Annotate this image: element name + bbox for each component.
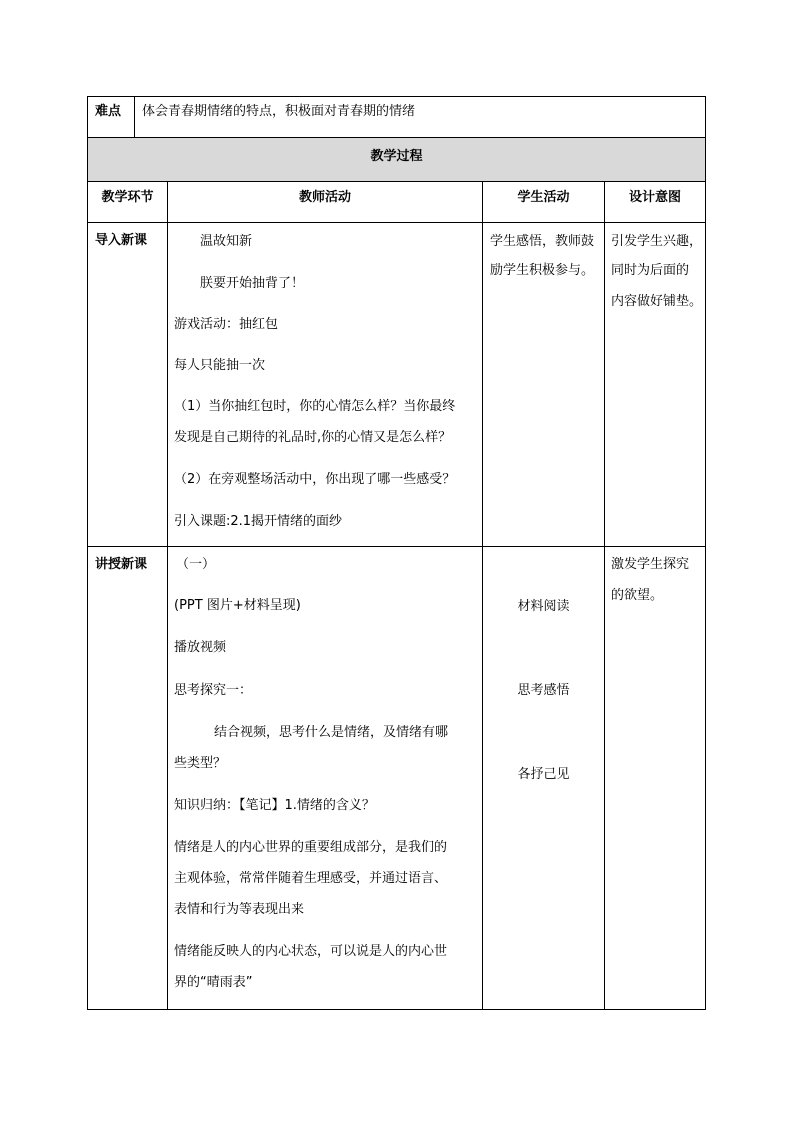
table-border	[482, 181, 483, 1010]
intent-line: 引发学生兴趣，	[611, 234, 703, 249]
table-border	[87, 222, 706, 223]
header-student: 学生活动	[517, 190, 570, 205]
teacher-line: 知识归纳：【笔记】1.情绪的含义？	[174, 798, 375, 813]
section-title: 教学过程	[370, 149, 423, 164]
teacher-line: 引入课题:2.1揭开情绪的面纱	[174, 514, 343, 529]
teacher-line: （1）当你抽红包时，你的心情怎么样？当你最终	[174, 399, 456, 414]
header-stage: 教学环节	[101, 190, 154, 205]
teacher-line: 发现是自己期待的礼品时,你的心情又是怎么样？	[174, 430, 452, 445]
teacher-line: 结合视频，思考什么是情绪，及情绪有哪	[214, 725, 449, 740]
header-intent: 设计意图	[628, 190, 681, 205]
student-line: 励学生积极参与。	[490, 263, 595, 278]
student-line: 学生感悟，教师鼓	[490, 234, 595, 249]
teacher-line: 情绪是人的内心世界的重要组成部分，是我们的	[174, 840, 448, 855]
table-border	[87, 1009, 706, 1010]
teacher-line: 思考探究一：	[174, 683, 253, 698]
teacher-line: 游戏活动：抽红包	[174, 317, 279, 332]
nandian-text: 体会青春期情绪的特点，积极面对青春期的情绪	[142, 104, 416, 119]
table-border	[705, 96, 706, 1010]
teacher-line: 每人只能抽一次	[174, 358, 266, 373]
table-border	[87, 546, 706, 547]
teacher-line: 情绪能反映人的内心状态，可以说是人的内心世	[174, 944, 448, 959]
header-teacher: 教师活动	[298, 190, 351, 205]
teacher-line: 表情和行为等表现出来	[174, 902, 305, 917]
table-border	[604, 181, 605, 1010]
table-border	[87, 137, 706, 138]
teacher-line: 界的“晴雨表”	[174, 975, 253, 990]
table-border	[87, 181, 706, 182]
stage-newlesson: 讲授新课	[95, 557, 148, 572]
intent-line: 同时为后面的	[611, 263, 690, 278]
teacher-line: 些类型？	[174, 756, 227, 771]
intent-line: 的欲望。	[611, 588, 664, 603]
table-border	[134, 96, 135, 138]
stage-intro: 导入新课	[95, 233, 148, 248]
teacher-line: (PPT 图片+材料呈现)	[174, 598, 301, 613]
table-border	[87, 96, 88, 1010]
table-border	[87, 96, 706, 97]
teacher-line: 温故知新	[200, 234, 253, 249]
teacher-line: 播放视频	[174, 640, 227, 655]
student-line: 材料阅读	[517, 599, 570, 614]
nandian-label: 难点	[95, 104, 122, 119]
teacher-line: （2）在旁观整场活动中，你出现了哪一些感受？	[174, 472, 456, 487]
intent-line: 内容做好铺垫。	[611, 294, 703, 309]
intent-line: 激发学生探究	[611, 557, 690, 572]
student-line: 各抒己见	[517, 767, 570, 782]
teacher-line: 朕要开始抽背了！	[200, 276, 305, 291]
teacher-line: （一）	[176, 557, 216, 572]
student-line: 思考感悟	[517, 683, 570, 698]
teacher-line: 主观体验，常常伴随着生理感受，并通过语言、	[174, 871, 448, 886]
table-border	[167, 181, 168, 1010]
